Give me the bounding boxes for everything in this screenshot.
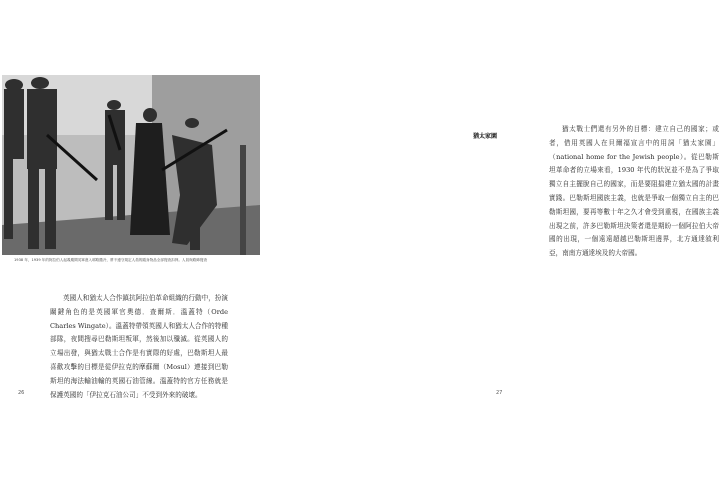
page-number-left: 26 bbox=[18, 390, 25, 396]
soldiers-photo-illustration bbox=[2, 75, 260, 255]
right-page bbox=[260, 0, 719, 500]
right-body-text: 猶太戰士們還有另外的目標：建立自己的國家；或者，借用英國人在貝爾福宣言中的用詞「猶太家園」（national home for the Jewish people）。從巴勒斯坦革命者的立場來看，1930 年代的狀況並不是為了爭取獨立自主擺脫自己的國家，而是要阻擋建立猶太國的計畫實踐。巴勒斯坦國族主義，也就是爭取一個獨立自主的巴勒斯坦國，要再等數十年之久才會受到重視，在國族主義出現之前，許多巴勒斯坦決策者還是期盼一個阿拉伯大帝國的出現，一個遠遠超越巴勒斯坦邊界，北方通達敘利亞，南南方通達埃及的大帝國。 bbox=[549, 125, 719, 258]
left-body-text: 英國人和猶太人合作鎮抗阿拉伯革命組織的行動中，扮演關鍵角色的是英國軍官奧德．查爾斯．溫蓋特（Orde Charles Wingate）。溫蓋特帶領英國人和猶太人合作的特種部隊，夜間搜尋巴勒斯坦叛軍，然後加以殲滅。從英國人的立場出發，與猶太戰士合作是有實際的好處，巴勒斯坦人最喜歡攻擊的目標是從伊拉克的摩蘇爾（Mosul）連接到巴勒斯坦的海法輸油輸的英國石油管線。溫蓋特的官方任務就是保護英國的「伊拉克石油公司」不受到外來的破壞。 bbox=[50, 294, 228, 399]
page-number-right: 27 bbox=[496, 390, 503, 396]
historical-photo bbox=[2, 75, 260, 255]
photo-caption: 1938 年，1939 年的阿拉伯人起義期間英軍進入耶路撒冷，將不遵守規定人員的隨身物品全部搜查扣押。人員與路障搜查 bbox=[14, 258, 208, 262]
margin-heading: 猶太家園 bbox=[473, 133, 498, 140]
left-page bbox=[0, 0, 260, 500]
